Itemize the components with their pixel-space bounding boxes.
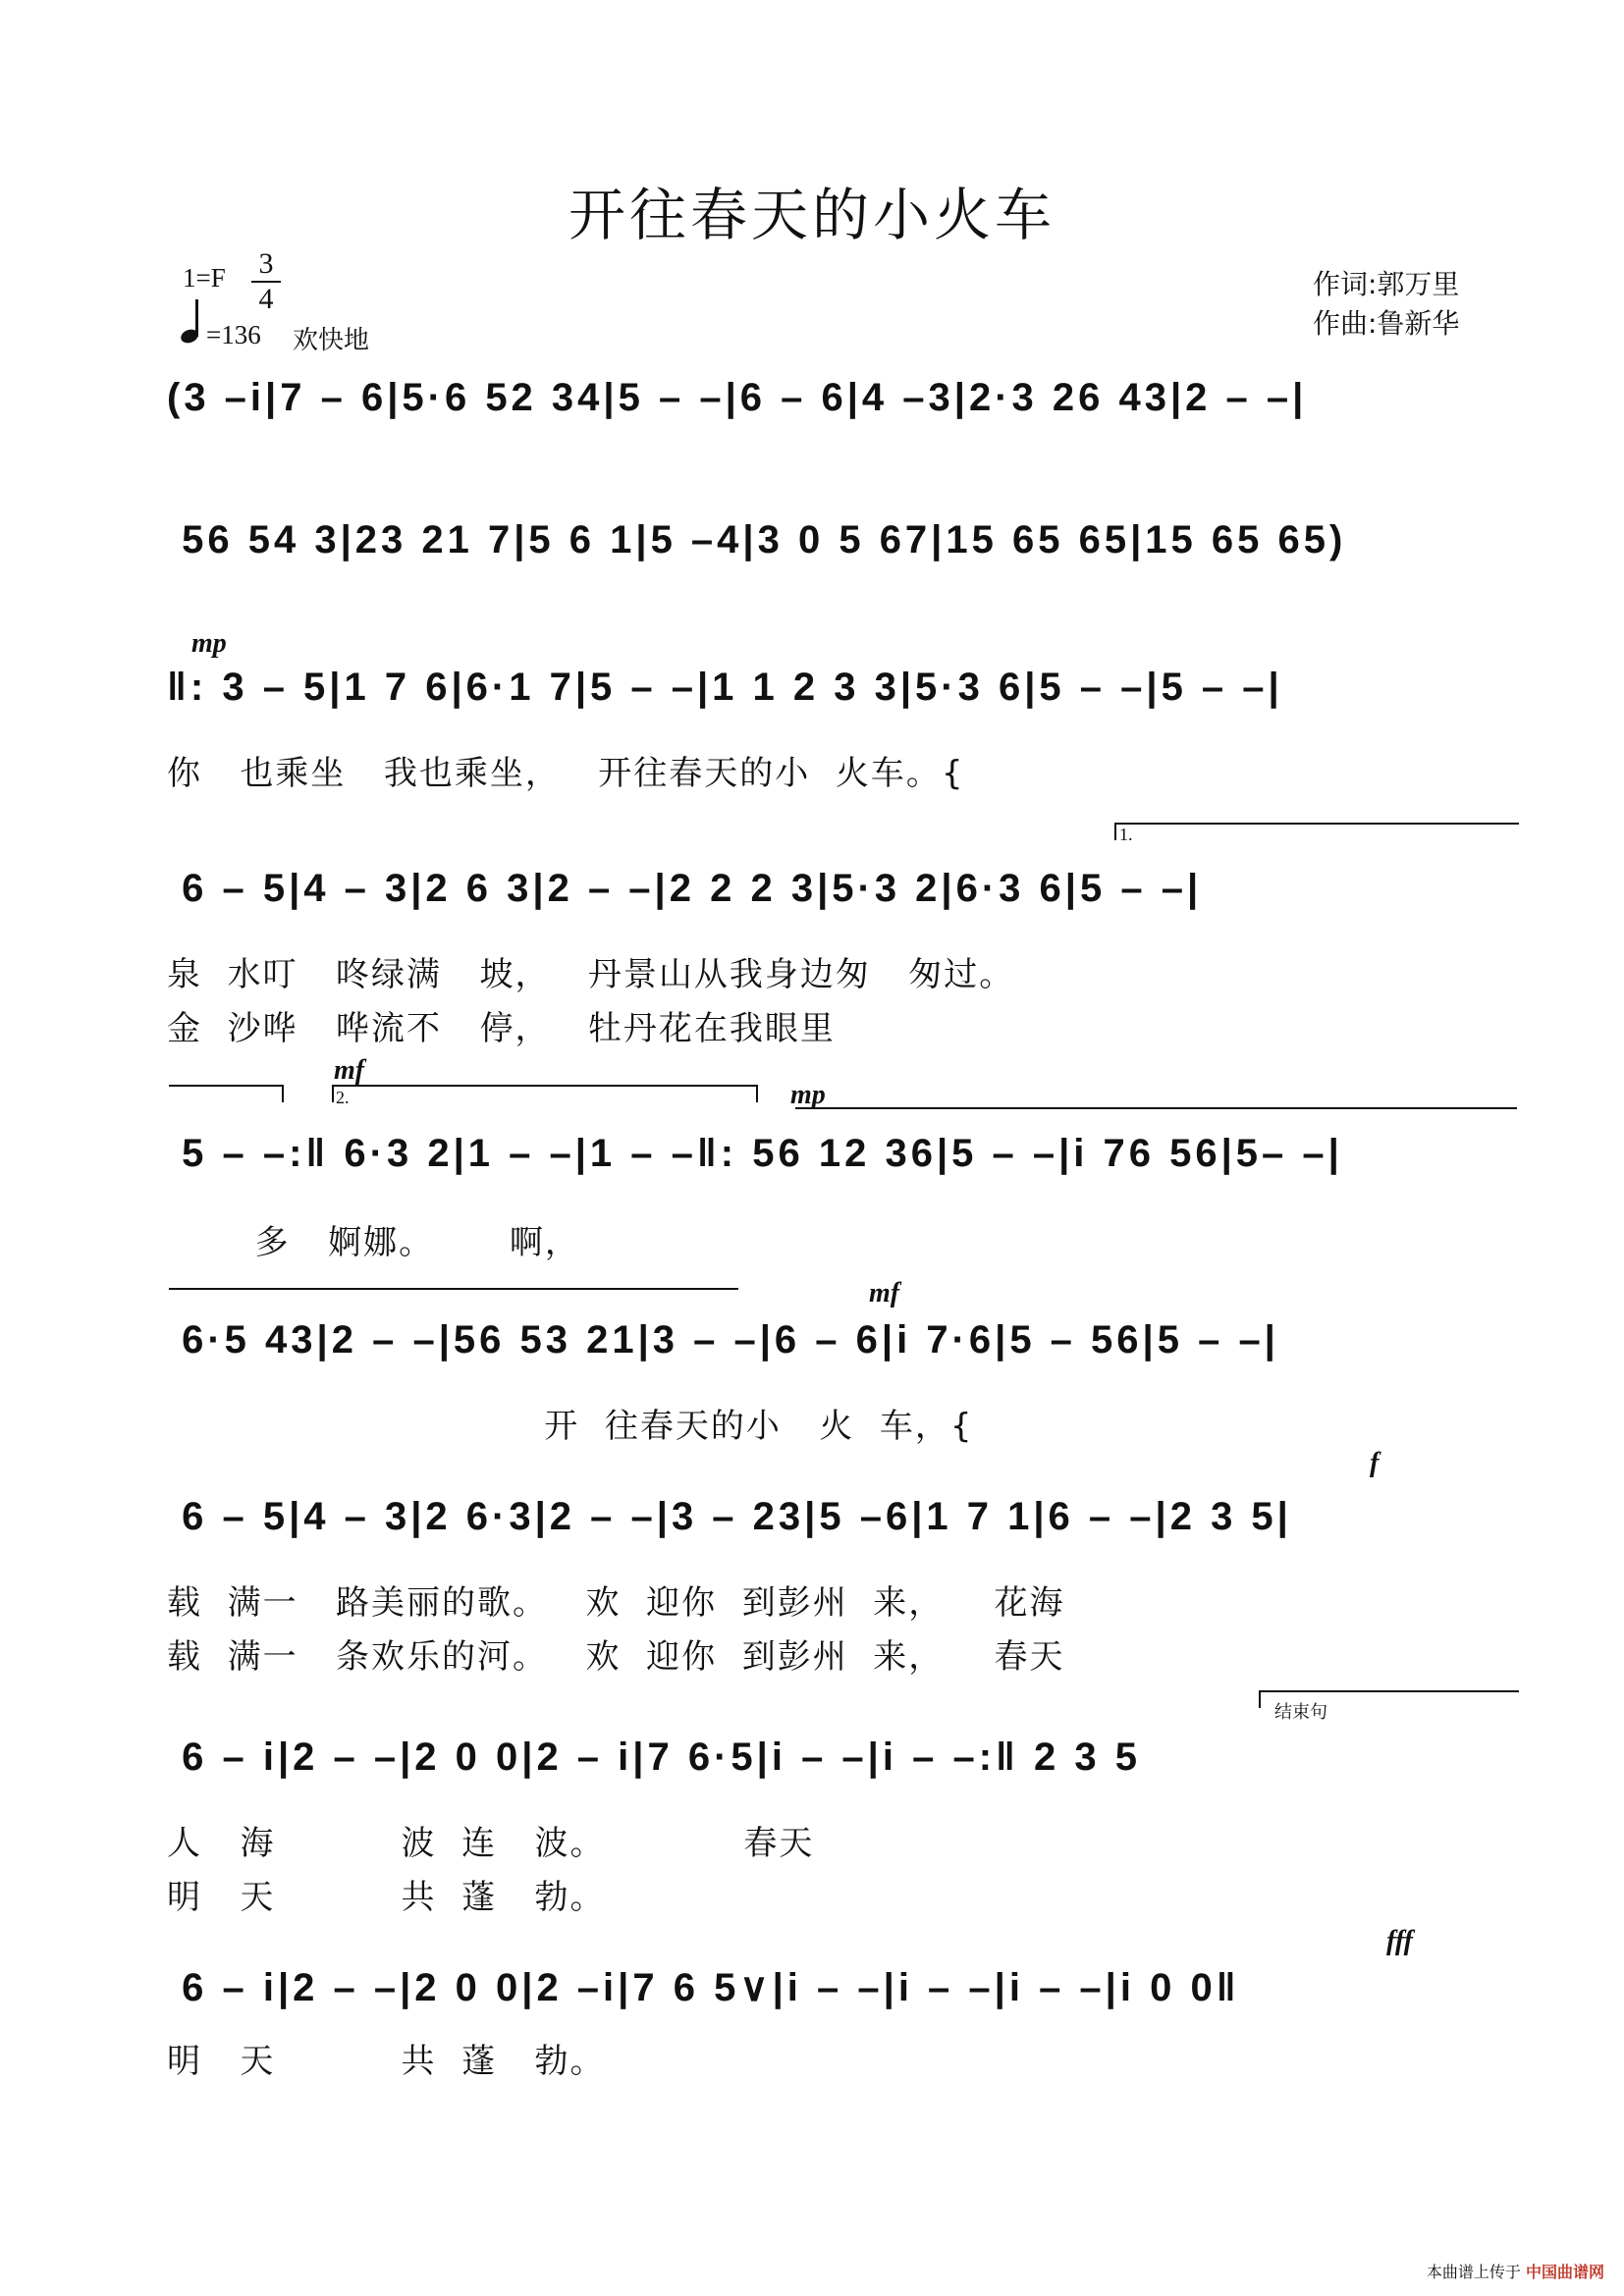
lyric-line: 多 婀娜。 啊， <box>167 1223 580 1262</box>
time-signature-bottom: 4 <box>258 283 274 315</box>
notation-line: 5 – –:‖ 6·3 2|1 – –|1 – –‖: 56 12 36|5 – –|i 76 56|5– –| <box>167 1132 1343 1175</box>
slur-line <box>169 1288 738 1306</box>
notation-line: 56 54 3|23 21 7|5 6 1|5 –4|3 0 5 67|15 65 65|15 65 65) <box>167 518 1347 561</box>
notation-line: 6 – 5|4 – 3|2 6·3|2 – –|3 – 23|5 –6|1 7 1|6 – –|2 3 5| <box>167 1495 1292 1538</box>
score-system-8 <box>167 1723 1518 1791</box>
first-ending-label: 1. <box>1119 825 1133 844</box>
song-title: 开往春天的小火车 <box>568 182 1056 248</box>
key-signature: 1=F <box>183 263 226 293</box>
second-ending-bracket <box>332 1085 758 1102</box>
dynamic-marking: f <box>1370 1448 1380 1478</box>
composer-credit: 作曲:鲁新华 <box>1313 307 1460 340</box>
notation-line: 6 – i|2 – –|2 0 0|2 – i|7 6·5|i – –|i – –:‖ 2 3 5 <box>167 1735 1141 1779</box>
dynamic-marking: fff <box>1386 1926 1413 1956</box>
footer-brand-logo: 中国曲谱网 <box>1525 2263 1604 2281</box>
expression-marking: 欢快地 <box>293 326 370 355</box>
lyric-line: 载 满一 路美丽的歌。 欢 迎你 到彭州 来， 花海 <box>167 1583 1065 1623</box>
lyric-line: 明 天 共 蓬 勃。 <box>167 2042 606 2081</box>
score-system-7 <box>167 1482 1518 1551</box>
dynamic-marking: mf <box>869 1278 900 1308</box>
dynamic-marking: mp <box>790 1080 826 1110</box>
score-system-4 <box>167 854 1518 923</box>
dynamic-marking: mp <box>191 628 227 659</box>
score-system-3 <box>167 653 1518 721</box>
second-ending-label: 2. <box>336 1088 350 1107</box>
first-ending-bracket-end <box>169 1085 284 1102</box>
footer-text: 本曲谱上传于 <box>1426 2263 1521 2281</box>
score-system-9 <box>167 1953 1518 2022</box>
tempo-marking: =136 <box>206 320 261 349</box>
source-footer <box>1427 2260 1604 2282</box>
lyricist-credit: 作词:郭万里 <box>1313 268 1460 300</box>
first-ending-bracket <box>1114 823 1519 840</box>
lyric-line: 你 也乘坐 我也乘坐， 开往春天的小 火车。{ <box>167 754 965 793</box>
dynamic-marking: mf <box>334 1055 365 1086</box>
lyric-line: 载 满一 条欢乐的河。 欢 迎你 到彭州 来， 春天 <box>167 1637 1065 1677</box>
score-system-1 <box>167 363 1518 432</box>
notation-line: 6·5 43|2 – –|56 53 21|3 – –|6 – 6|i 7·6|5 – 56|5 – –| <box>167 1318 1279 1362</box>
time-signature-top: 3 <box>258 247 274 280</box>
score-system-2 <box>167 506 1518 574</box>
notation-line: ‖: 3 – 5|1 7 6|6·1 7|5 – –|1 1 2 3 3|5·3 6|5 – –|5 – –| <box>167 666 1283 709</box>
lyric-line: 人 海 波 连 波。 春天 <box>167 1824 815 1863</box>
score-system-6 <box>167 1306 1518 1374</box>
coda-ending-label: 结束句 <box>1274 1702 1327 1723</box>
notation-line: 6 – 5|4 – 3|2 6 3|2 – –|2 2 2 3|5·3 2|6·3 6|5 – –| <box>167 867 1203 910</box>
lyric-line: 明 天 共 蓬 勃。 <box>167 1878 606 1917</box>
score-system-5 <box>167 1119 1518 1188</box>
lyric-line: 开 往春天的小 火 车，{ <box>167 1407 974 1446</box>
notation-line: 6 – i|2 – –|2 0 0|2 –i|7 6 5∨|i – –|i – –|i – –|i 0 0‖ <box>167 1966 1240 2009</box>
notation-line: (3 –i|7 – 6|5·6 52 34|5 – –|6 – 6|4 –3|2·3 26 43|2 – –| <box>167 376 1308 419</box>
lyric-line: 金 沙哗 哗流不 停， 牡丹花在我眼里 <box>167 1009 836 1048</box>
lyric-line: 泉 水叮 咚绿满 坡， 丹景山从我身边匆 匆过。 <box>167 955 1015 994</box>
